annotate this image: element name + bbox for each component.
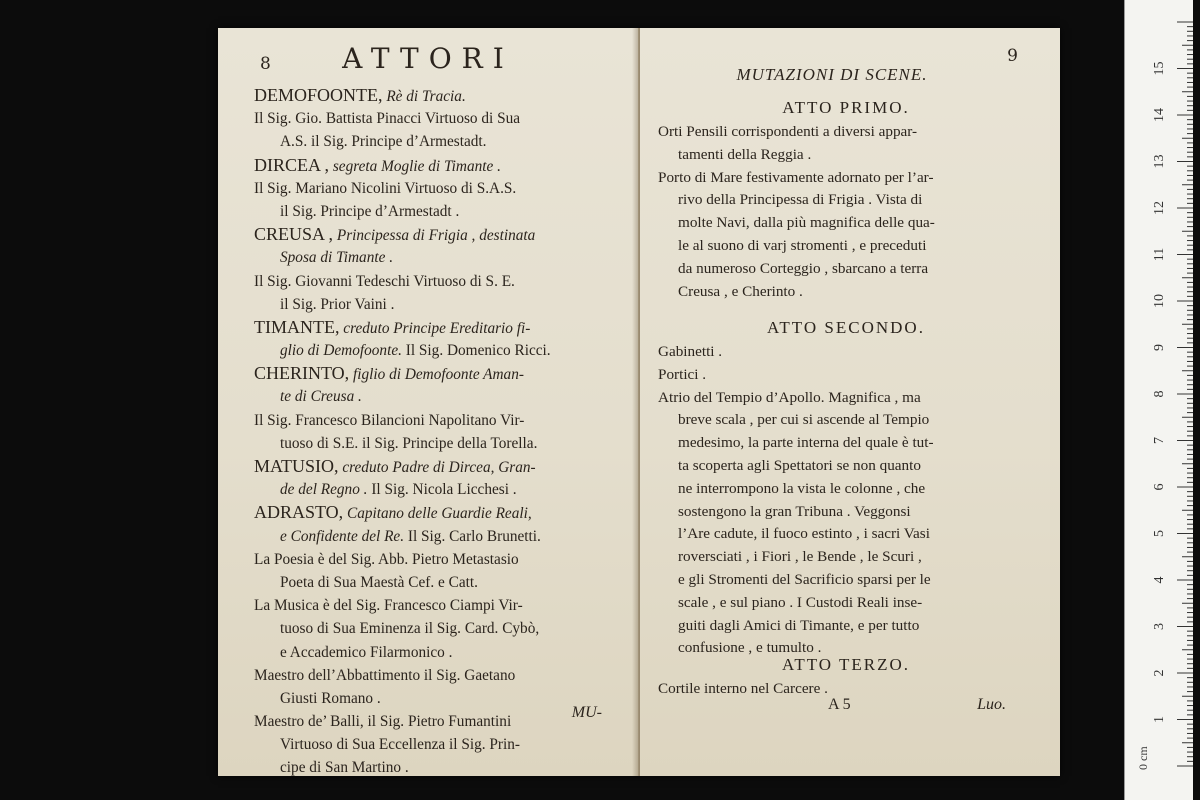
line-text: tuoso di S.E. il Sig. Principe della Torella. <box>280 434 538 452</box>
scene-line: Creusa , e Cherinto . <box>678 282 803 300</box>
ruler-number: 7 <box>1152 437 1167 444</box>
act-one-section <box>658 95 1034 303</box>
line-text: de del Regno . <box>280 481 368 499</box>
cast-list-line <box>254 525 622 548</box>
ruler-number: 13 <box>1152 154 1167 169</box>
character-name: CREUSA , <box>254 224 334 245</box>
ruler-number: 11 <box>1152 247 1167 262</box>
line-text: La Poesia è del Sig. Abb. Pietro Metastasio <box>254 550 519 568</box>
cast-list-line <box>254 385 622 408</box>
line-text: Il Sig. Gio. Battista Pinacci Virtuoso di Sua <box>254 110 521 128</box>
scene-line: sostengono la gran Tribuna . Veggonsi <box>678 502 911 520</box>
right-catchword: Luo. <box>977 696 1006 713</box>
cast-list-line <box>254 501 622 524</box>
ruler-number: 2 <box>1152 669 1167 677</box>
character-description: figlio di Demofoonte Aman- <box>349 366 524 384</box>
character-name: DEMOFOONTE, <box>254 85 383 105</box>
cast-list <box>254 84 622 780</box>
scene-line: tamenti della Reggia . <box>678 145 812 163</box>
cast-list-line <box>254 710 622 733</box>
line-text: Il Sig. Giovanni Tedeschi Virtuoso di S. E. <box>254 272 515 290</box>
character-description: Principessa di Frigia , destinata <box>333 227 536 245</box>
cast-list-title: ATTORI <box>342 42 514 75</box>
character-description: Capitano delle Guardie Reali, <box>343 505 532 523</box>
line-text: A.S. il Sig. Principe d’Armestadt. <box>280 133 487 151</box>
character-name: DIRCEA , <box>254 154 330 175</box>
scene-line: Portici . <box>658 365 707 383</box>
ruler-number: 4 <box>1152 576 1167 584</box>
scene-line: e gli Stromenti del Sacrificio sparsi per le <box>678 570 931 588</box>
cast-list-line <box>254 594 622 617</box>
scene-line: rivo della Principessa di Frigia . Vista di <box>678 191 923 209</box>
line-text: Il Sig. Mariano Nicolini Virtuoso di S.A.S. <box>254 179 517 197</box>
ruler-scale <box>1125 0 1193 800</box>
left-page <box>218 28 639 776</box>
cast-list-line <box>254 617 622 640</box>
ruler-number: 10 <box>1152 294 1167 308</box>
ruler-number: 6 <box>1152 483 1167 491</box>
act-two-section <box>658 315 1034 660</box>
cast-list-line <box>254 687 622 710</box>
act-two-heading: ATTO SECONDO. <box>767 318 925 337</box>
line-text: il Sig. Prior Vaini . <box>280 295 395 313</box>
line-text: tuoso di Sua Eminenza il Sig. Card. Cybò, <box>280 620 540 638</box>
cast-list-line <box>254 455 622 478</box>
line-text: e Accademico Filarmonico . <box>280 643 453 661</box>
character-description: creduto Principe Ereditario fi- <box>339 319 531 337</box>
scene-line: confusione , e tumulto . <box>678 639 822 657</box>
scene-line: roversciati , i Fiori , le Bende , le Scuri , <box>678 548 922 566</box>
character-name: MATUSIO, <box>254 456 339 476</box>
ruler-number: 9 <box>1152 344 1167 351</box>
scene-line: Orti Pensili corrispondenti a diversi appar- <box>658 123 918 140</box>
cast-list-line <box>254 84 622 107</box>
scene-line: medesimo, la parte interna del quale è tut- <box>678 434 934 452</box>
line-text: il Sig. Principe d’Armestadt . <box>280 202 460 220</box>
cast-list-line <box>254 339 622 362</box>
cast-list-line <box>254 432 622 455</box>
line-text: Maestro de’ Balli, il Sig. Pietro Fumantini <box>254 713 512 731</box>
character-description: Il Sig. Nicola Licchesi . <box>367 481 517 499</box>
scene-line: da numeroso Corteggio , sbarcano a terra <box>678 259 929 277</box>
ruler-number: 1 <box>1152 716 1167 723</box>
line-text: Giusti Romano . <box>280 689 381 707</box>
cast-list-line <box>254 409 622 432</box>
measurement-ruler <box>1124 0 1193 800</box>
left-page-number: 8 <box>260 54 271 74</box>
scene-line: Gabinetti . <box>658 343 723 360</box>
cast-list-line <box>254 664 622 687</box>
right-page <box>640 28 1060 776</box>
scene-line: Cortile interno nel Carcere . <box>658 680 828 697</box>
line-text: Sposa di Timante . <box>280 249 394 267</box>
cast-list-line <box>254 571 622 594</box>
cast-list-line <box>254 154 622 177</box>
scene-line: scale , e sul piano . I Custodi Reali inse- <box>678 593 923 611</box>
character-description: Rè di Tracia. <box>382 88 466 105</box>
scene-line: le al suono di varj stromenti , e preceduti <box>678 236 927 254</box>
character-description: Il Sig. Domenico Ricci. <box>401 342 551 360</box>
signature-mark: A 5 <box>828 696 851 713</box>
cast-list-line <box>254 130 622 153</box>
act-one-heading: ATTO PRIMO. <box>782 98 910 117</box>
cast-list-line <box>254 478 622 501</box>
line-text: Maestro dell’Abbattimento il Sig. Gaetano <box>254 666 516 684</box>
line-text: La Musica è del Sig. Francesco Ciampi Vir- <box>254 597 523 615</box>
ruler-number: 5 <box>1152 530 1167 537</box>
line-text: Poeta di Sua Maestà Cef. e Catt. <box>280 573 478 591</box>
cast-list-line <box>254 548 622 571</box>
line-text: glio di Demofoonte. <box>280 342 402 360</box>
line-text: Il Sig. Francesco Bilancioni Napolitano Vir- <box>254 411 525 429</box>
cast-list-line <box>254 756 622 779</box>
ruler-unit-label: 0 cm <box>1136 746 1150 770</box>
act-three-heading: ATTO TERZO. <box>781 655 911 674</box>
cast-list-line <box>254 362 622 385</box>
character-name: TIMANTE, <box>254 316 340 337</box>
line-text: e Confidente del Re. <box>280 527 405 545</box>
left-catchword: MU- <box>571 704 602 721</box>
cast-list-line <box>254 270 622 293</box>
line-text: Virtuoso di Sua Eccellenza il Sig. Prin- <box>280 736 520 754</box>
scene-line: ta scoperta agli Spettatori se non quanto <box>678 456 921 474</box>
act-three-section <box>658 652 1034 701</box>
line-text: te di Creusa . <box>280 388 362 406</box>
character-name: ADRASTO, <box>254 502 344 523</box>
ruler-number: 3 <box>1152 623 1167 630</box>
open-book <box>218 28 1060 776</box>
cast-list-line <box>254 293 622 316</box>
cast-list-line <box>254 107 622 130</box>
scene-line: l’Are cadute, il fuoco estinto , i sacri Vasi <box>678 525 930 543</box>
scene-changes-title: MUTAZIONI DI SCENE. <box>736 65 928 84</box>
scene-line: guiti dagli Amici di Timante, e per tutto <box>678 616 920 634</box>
character-description: creduto Padre di Dircea, Gran- <box>338 459 536 476</box>
character-description: segreta Moglie di Timante . <box>329 157 501 175</box>
cast-list-line <box>254 246 622 269</box>
scene-line: molte Navi, dalla più magnifica delle qua- <box>678 214 935 232</box>
cast-list-line <box>254 223 622 246</box>
character-name: CHERINTO, <box>254 363 350 384</box>
line-text: cipe di San Martino . <box>280 759 409 777</box>
cast-list-line <box>254 177 622 200</box>
cast-list-line <box>254 641 622 664</box>
scene-line: Porto di Mare festivamente adornato per l’ar- <box>658 168 934 186</box>
cast-list-line <box>254 733 622 756</box>
scene-line: breve scala , per cui si ascende al Tempio <box>678 411 930 429</box>
cast-list-line <box>254 316 622 339</box>
scene-line: ne interrompono la vista le colonne , che <box>678 479 926 497</box>
right-page-number: 9 <box>1007 46 1018 66</box>
ruler-number: 8 <box>1152 390 1167 398</box>
scene-line: Atrio del Tempio d’Apollo. Magnifica , ma <box>658 388 921 406</box>
ruler-number: 15 <box>1152 61 1167 76</box>
ruler-number: 12 <box>1152 201 1167 215</box>
ruler-number: 14 <box>1152 108 1167 122</box>
cast-list-line <box>254 200 622 223</box>
character-description: Il Sig. Carlo Brunetti. <box>404 527 541 545</box>
